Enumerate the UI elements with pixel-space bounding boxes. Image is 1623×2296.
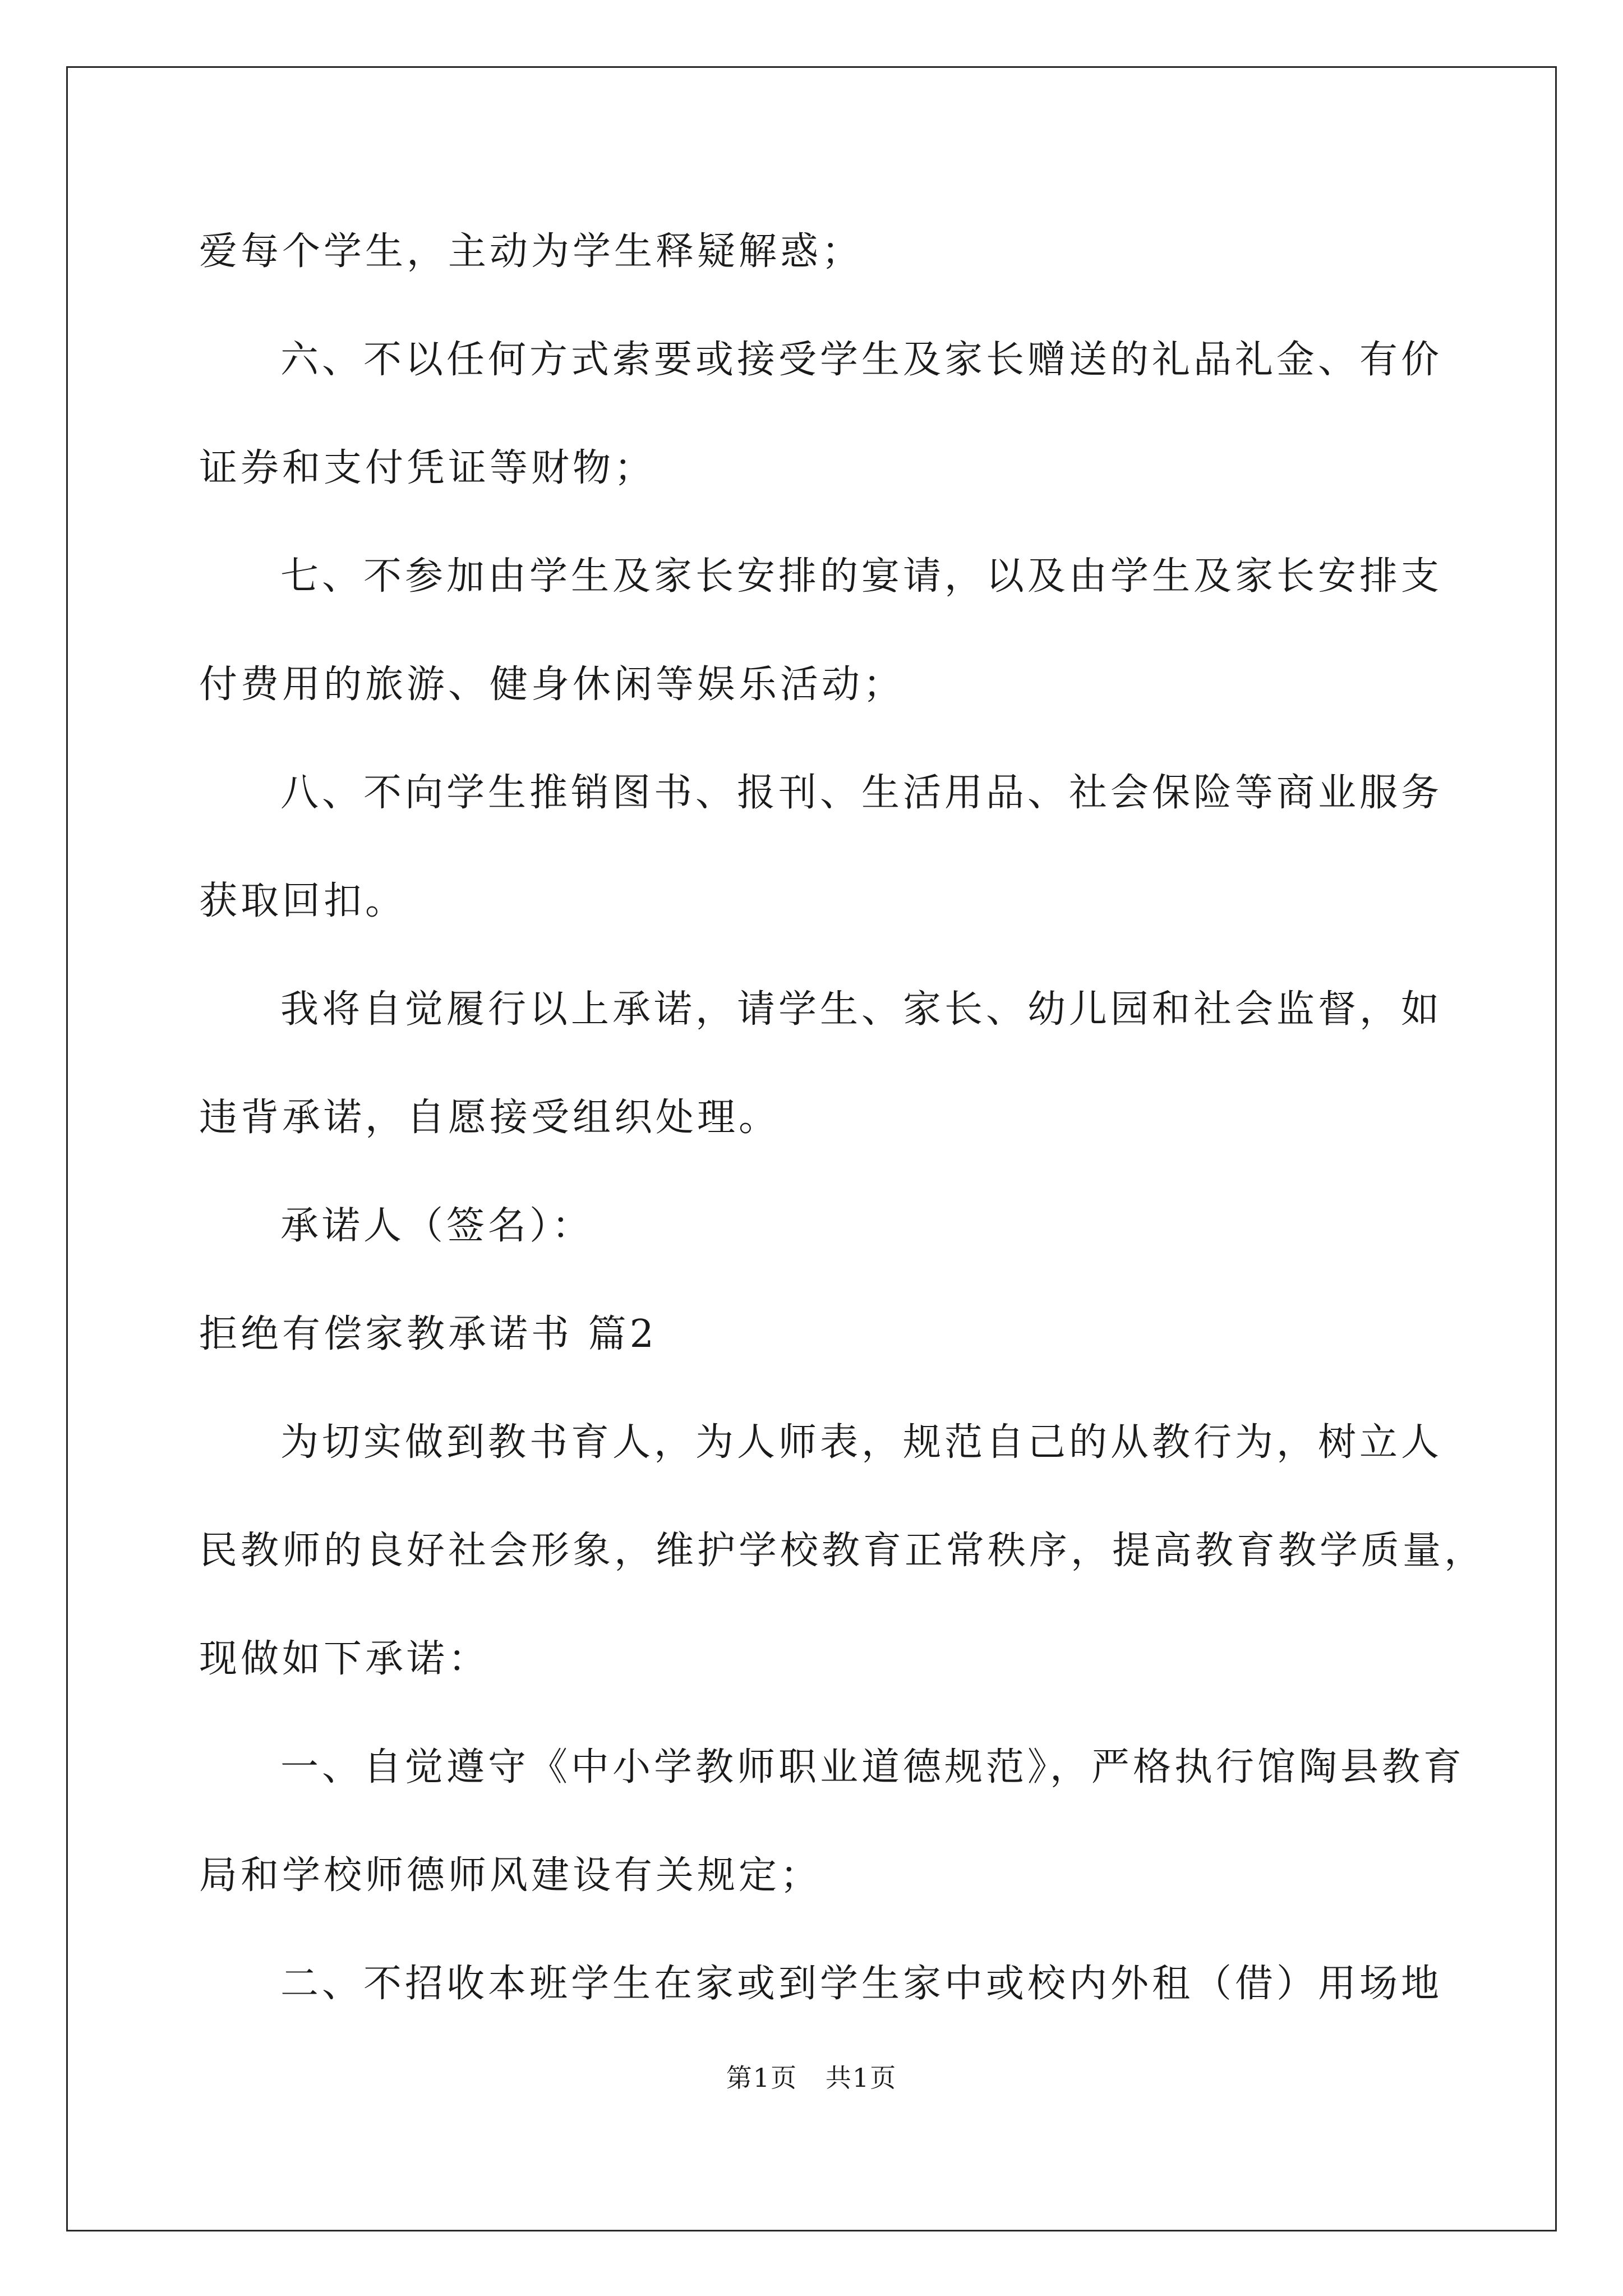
- page-border: [66, 66, 1557, 2231]
- text-line: 局和学校师德师风建设有关规定；: [199, 1853, 822, 1898]
- signature-line: 承诺人（签名）：: [280, 1204, 594, 1248]
- text-line: 付费用的旅游、健身休闲等娱乐活动；: [199, 662, 905, 707]
- text-line: 七、不参加由学生及家长安排的宴请，以及由学生及家长安排支: [280, 554, 1443, 599]
- text-line: 违背承诺，自愿接受组织处理。: [199, 1096, 781, 1140]
- text-line: 我将自觉履行以上承诺，请学生、家长、幼儿园和社会监督，如: [280, 987, 1443, 1032]
- text-line: 六、不以任何方式索要或接受学生及家长赠送的礼品礼金、有价: [280, 338, 1443, 382]
- page-footer: 第1页 共1页: [726, 2063, 897, 2093]
- text-line: 爱每个学生，主动为学生释疑解惑；: [199, 229, 864, 274]
- text-line: 为切实做到教书育人，为人师表，规范自己的从教行为，树立人: [280, 1420, 1443, 1465]
- text-line: 证券和支付凭证等财物；: [199, 446, 656, 490]
- text-line: 二、不招收本班学生在家或到学生家中或校内外租（借）用场地: [280, 1962, 1443, 2006]
- text-line: 民教师的良好社会形象，维护学校教育正常秩序，提高教育教学质量，: [199, 1529, 1486, 1573]
- text-line: 获取回扣。: [199, 879, 407, 923]
- text-line: 现做如下承诺：: [199, 1637, 490, 1681]
- text-line: 一、自觉遵守《中小学教师职业道德规范》，严格执行馆陶县教育: [280, 1745, 1465, 1789]
- text-line: 八、不向学生推销图书、报刊、生活用品、社会保险等商业服务: [280, 771, 1443, 815]
- section-heading: 拒绝有偿家教承诺书 篇2: [199, 1312, 657, 1356]
